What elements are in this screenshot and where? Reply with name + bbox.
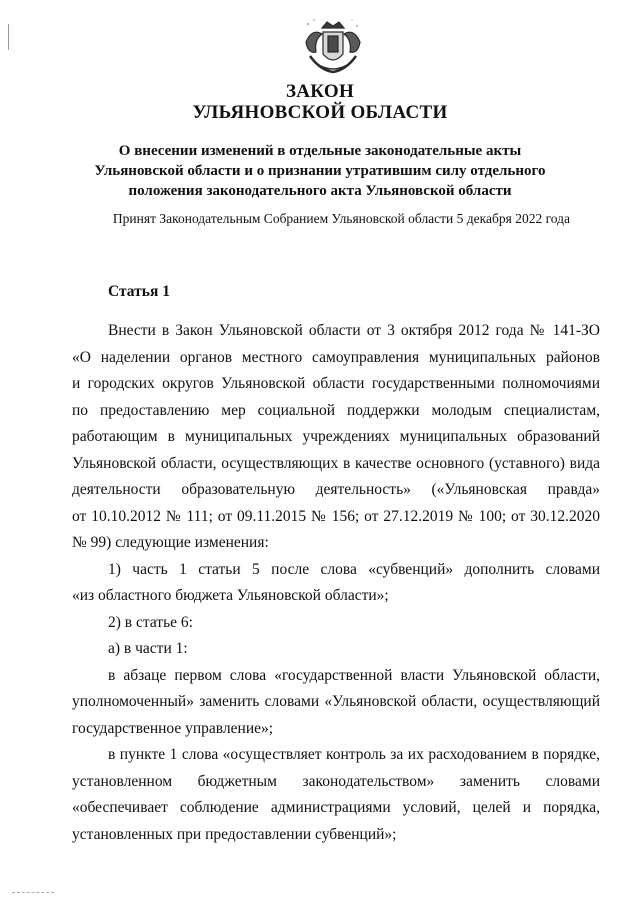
article-body <box>72 318 600 848</box>
body-line: в пункте 1 слова «осуществляет контроль за их расходованием в порядке, <box>108 746 600 763</box>
article-title: Статья 1 <box>108 283 170 300</box>
scan-mark <box>8 24 9 50</box>
region-heading: УЛЬЯНОВСКОЙ ОБЛАСТИ <box>192 102 448 123</box>
body-line: в абзаце первом слова «государственной власти Ульяновской области, <box>108 666 600 684</box>
body-line: деятельности образовательную деятельность» («Ульяновская правда» <box>72 481 600 498</box>
body-line: а) в части 1: <box>108 640 188 657</box>
body-line: Ульяновской области, осуществляющих в качестве основного (уставного) вида <box>72 454 600 472</box>
subtitle-line: положения законодательного акта Ульяновской области <box>128 183 512 199</box>
body-line: по предоставлению мер социальной поддержки молодым специалистам, <box>72 401 600 419</box>
law-heading: ЗАКОН <box>285 81 355 102</box>
body-line: государственное управление»; <box>72 719 274 737</box>
subtitle-line: Ульяновской области и о признании утратившим силу отдельного <box>94 163 546 179</box>
body-line: установленном бюджетным законодательством» заменить словами <box>72 772 600 790</box>
body-line: 2) в статье 6: <box>108 613 193 631</box>
scan-mark-bottom <box>12 892 54 893</box>
body-line: установленных при предоставлении субвенций»; <box>72 825 397 843</box>
adoption-note: Принят Законодательным Собранием Ульяновской области 5 декабря 2022 года <box>112 211 570 226</box>
body-line: № 99) следующие изменения: <box>72 534 269 551</box>
body-line: уполномоченный» заменить словами «Ульяновской области, осуществляющий <box>72 693 600 710</box>
body-line: «обеспечивает соблюдение администрациями условий, целей и порядка, <box>72 799 600 816</box>
body-line: «из областного бюджета Ульяновской области»; <box>72 587 389 604</box>
body-line: «О наделении органов местного самоуправления муниципальных районов <box>72 348 600 366</box>
body-line: от 10.10.2012 № 111; от 09.11.2015 № 156; от 27.12.2019 № 100; от 30.12.2020 <box>72 507 600 525</box>
body-line: и городских округов Ульяновской области государственными полномочиями <box>72 375 600 392</box>
subtitle-line: О внесении изменений в отдельные законодательные акты <box>118 143 522 159</box>
body-line: работающим в муниципальных учреждениях муниципальных образований <box>72 428 600 445</box>
law-subtitle <box>70 141 570 201</box>
coat-of-arms-emblem <box>302 16 364 76</box>
body-line: Внести в Закон Ульяновской области от 3 октября 2012 года № 141-ЗО <box>108 322 600 339</box>
body-line: 1) часть 1 статьи 5 после слова «субвенций» дополнить словами <box>108 560 600 578</box>
